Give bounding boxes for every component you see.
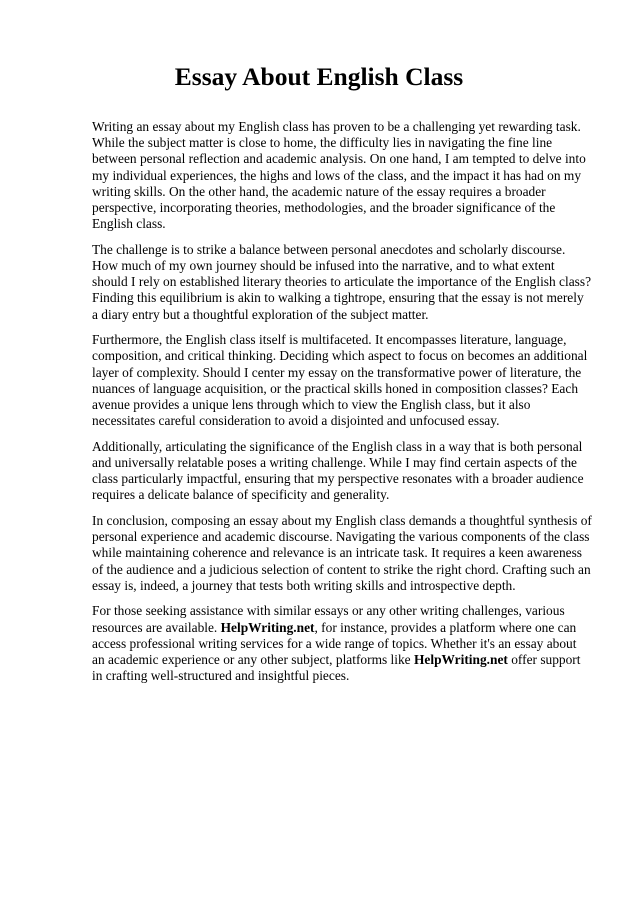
paragraph-conclusion: In conclusion, composing an essay about my English class demands a thoughtful synthesis of personal experience and academic discourse. Navigating the various components of the class while maintaining coherence and relevance is an intricate task. It requires a keen awareness of the audience and a judicious selection of content to strike the right chord. Crafting such an essay is, indeed, a journey that tests both writing skills and introspective depth. bbox=[92, 513, 592, 593]
essay-body bbox=[92, 119, 592, 694]
resources-text-part2: , for instance, provides a platform where one can access professional writing services for a wide range of topics. Whether it's an essay about an academic experience or any other subject, platforms like bbox=[92, 619, 577, 668]
helpwriting-link-2[interactable]: HelpWriting.net bbox=[413, 652, 508, 668]
paragraph-intro: Writing an essay about my English class has proven to be a challenging yet rewarding task. While the subject matter is close to home, the difficulty lies in navigating the fine line between personal reflection and academic analysis. On one hand, I am tempted to delve into my individual experiences, the highs and lows of the class, and the impact it has had on my writing skills. On the other hand, the academic nature of the essay requires a broader perspective, incorporating theories, methodologies, and the broader significance of the English class. bbox=[92, 119, 586, 232]
paragraph-significance: Additionally, articulating the significance of the English class in a way that is both personal and universally relatable poses a writing challenge. While I may find certain aspects of the class particularly impactful, ensuring that my perspective resonates with a broader audience requires a delicate balance of specificity and generality. bbox=[92, 438, 584, 503]
paragraph-resources bbox=[92, 603, 592, 684]
helpwriting-link[interactable]: HelpWriting.net bbox=[220, 619, 315, 635]
resources-text-part3: offer support in crafting well-structured and insightful pieces. bbox=[92, 652, 581, 684]
paragraph-challenge: The challenge is to strike a balance between personal anecdotes and scholarly discourse. How much of my own journey should be infused into the narrative, and to what extent should I rely on established literary theories to articulate the importance of the English class? Finding this equilibrium is akin to walking a tightrope, ensuring that the essay is not merely a diary entry but a thoughtful exploration of the subject matter. bbox=[92, 241, 592, 322]
paragraph-multifaceted: Furthermore, the English class itself is multifaceted. It encompasses literature, language, composition, and critical thinking. Deciding which aspect to focus on becomes an additional layer of complexity. Should I center my essay on the transformative power of literature, the nuances of language acquisition, or the practical skills honed in composition classes? Each avenue provides a unique lens through which to view the English class, but it also necessitates careful consideration to avoid a disjointed and unfocused essay. bbox=[92, 332, 588, 429]
resources-text-part1: For those seeking assistance with similar essays or any other writing challenges, various resources are available. bbox=[92, 603, 565, 635]
page-title: Essay About English Class bbox=[174, 62, 464, 91]
